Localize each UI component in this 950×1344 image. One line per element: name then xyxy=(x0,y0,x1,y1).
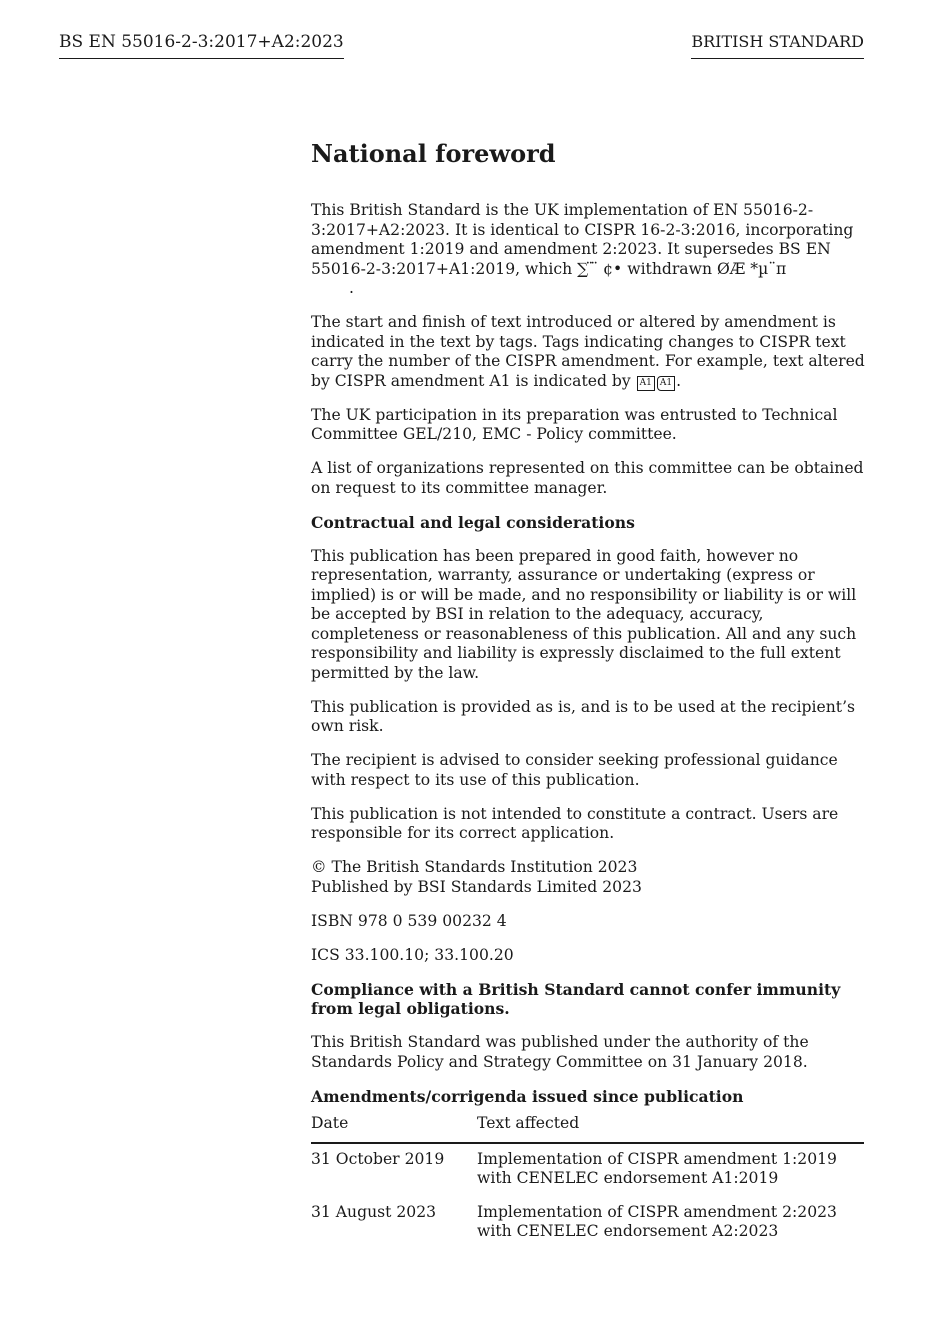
paragraph-not-contract: This publication is not intended to constitute a contract. Users are responsible for its correct application. xyxy=(311,804,839,842)
amendment-close-tag-icon: A1 xyxy=(657,376,675,391)
ics: ICS 33.100.10; 33.100.20 xyxy=(311,945,514,964)
header-british-standard: BRITISH STANDARD xyxy=(691,30,864,59)
amendments-table xyxy=(311,1114,864,1250)
amendment-date: 31 August 2023 xyxy=(311,1202,437,1221)
amendment-open-tag-icon: A1 xyxy=(637,376,655,391)
paragraph-implementation xyxy=(311,201,871,299)
amendment-date: 31 October 2019 xyxy=(311,1149,445,1168)
paragraph-implementation-tail: . xyxy=(349,279,354,297)
paragraph-organizations: A list of organizations represented on this committee can be obtained on request to its committee manager. xyxy=(311,459,864,497)
amendments-header-row xyxy=(311,1114,864,1143)
column-header-text-affected: Text affected xyxy=(477,1114,864,1143)
column-header-date: Date xyxy=(311,1114,477,1143)
table-row xyxy=(311,1143,864,1197)
isbn: ISBN 978 0 539 00232 4 xyxy=(311,911,507,930)
compliance-notice: Compliance with a British Standard cannot confer immunity from legal obligations. xyxy=(311,979,841,1018)
table-row xyxy=(311,1197,864,1250)
page-title: National foreword xyxy=(311,139,556,168)
paragraph-committee: The UK participation in its preparation was entrusted to Technical Committee GEL/210, EMC - Policy committee. xyxy=(311,405,838,443)
paragraph-implementation-text: This British Standard is the UK implementation of EN 55016-2-3:2017+A2:2023. It is identical to CISPR 16-2-3:2016, incorporating amendment 1:2019 and amendment 2:2023. It supersedes BS EN 55016-2-3:2017+A1:2019, which ∑ ̈ ̈ ¢• withdrawn ØÆ *µ¨π xyxy=(311,201,854,278)
published-line: Published by BSI Standards Limited 2023 xyxy=(311,877,642,896)
paragraph-own-risk: This publication is provided as is, and is to be used at the recipient’s own risk. xyxy=(311,697,856,735)
paragraph-authority: This British Standard was published under the authority of the Standards Policy and Strategy Committee on 31 January 2018. xyxy=(311,1033,809,1071)
contractual-heading: Contractual and legal considerations xyxy=(311,512,635,532)
amendments-heading: Amendments/corrigenda issued since publication xyxy=(311,1086,744,1106)
header-standard-number: BS EN 55016-2-3:2017+A2:2023 xyxy=(59,30,344,59)
paragraph-tags xyxy=(311,313,871,391)
amendment-text: Implementation of CISPR amendment 1:2019 with CENELEC endorsement A1:2019 xyxy=(477,1149,837,1187)
paragraph-tags-end: . xyxy=(676,371,682,390)
paragraph-guidance: The recipient is advised to consider seeking professional guidance with respect to its use of this publication. xyxy=(311,751,838,789)
copyright-line: © The British Standards Institution 2023 xyxy=(311,858,638,876)
paragraph-good-faith: This publication has been prepared in good faith, however no representation, warranty, assurance or undertaking (express or implied) is or will be made, and no responsibility or liability is or will be accepted by BSI in relation to the adequacy, accuracy, completeness or reasonableness of this publication. All and any such responsibility and liability is expressly disclaimed to the full extent permitted by the law. xyxy=(311,546,857,682)
amendment-text: Implementation of CISPR amendment 2:2023 with CENELEC endorsement A2:2023 xyxy=(477,1202,837,1240)
foreword-body xyxy=(311,140,871,1250)
copyright-block xyxy=(311,858,871,897)
paragraph-tags-text: The start and finish of text introduced or altered by amendment is indicated in the text by tags. Tags indicating changes to CISPR text carry the number of the CISPR amendment. For example, text altered by CISPR amendment A1 is indicated by xyxy=(311,313,865,390)
